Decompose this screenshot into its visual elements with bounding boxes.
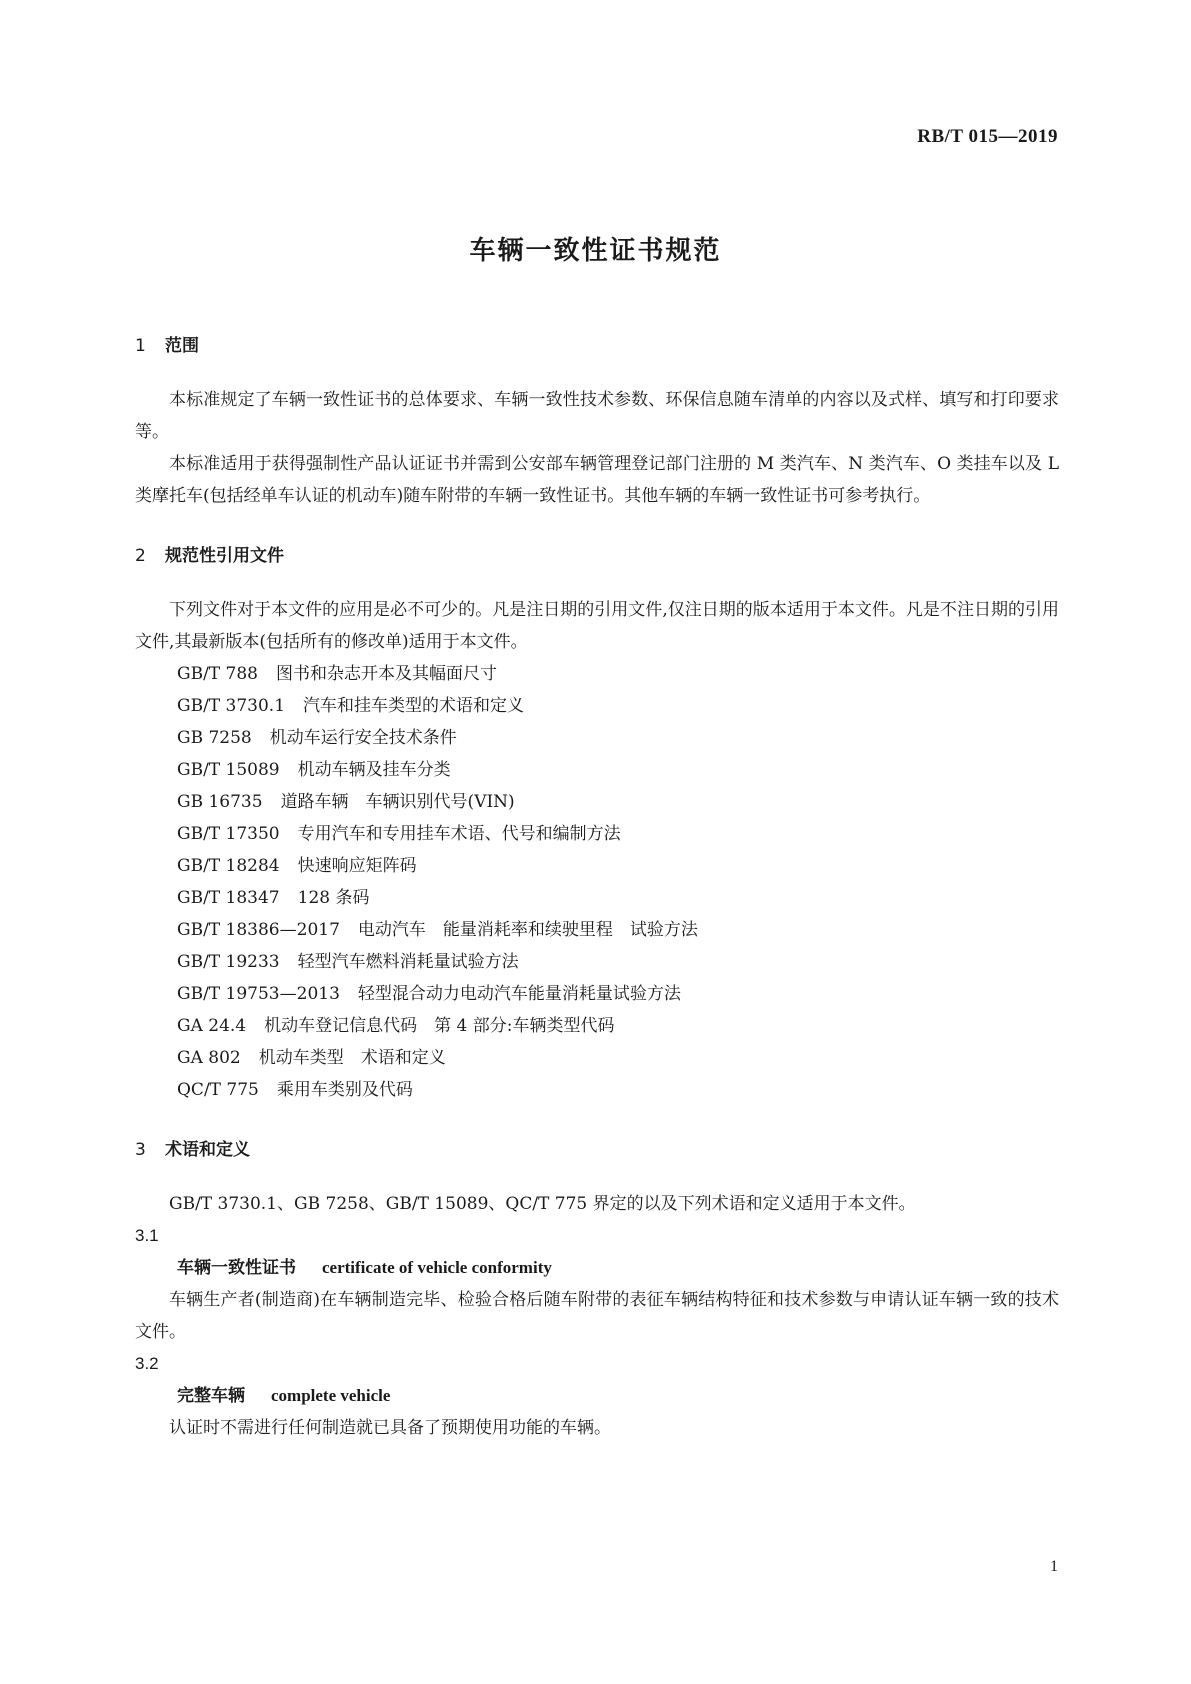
reference-code: GB/T 3730.1 xyxy=(177,696,286,716)
section-number: 2 xyxy=(135,546,146,566)
paragraph: GB/T 3730.1、GB 7258、GB/T 15089、QC/T 775 界定的以及下列术语和定义适用于本文件。 xyxy=(169,1194,916,1214)
reference-item xyxy=(177,754,1059,786)
reference-code: GB/T 19233 xyxy=(177,952,280,972)
page-number: 1 xyxy=(1050,1558,1058,1575)
reference-item xyxy=(177,850,1059,882)
section-heading-normative-references xyxy=(135,540,1059,572)
section-heading-scope xyxy=(135,330,1059,362)
reference-code: GB/T 18284 xyxy=(177,856,280,876)
reference-title: 机动车辆及挂车分类 xyxy=(297,760,451,780)
reference-list xyxy=(135,658,1059,1106)
reference-item xyxy=(177,914,1059,946)
paragraph: 本标准规定了车辆一致性证书的总体要求、车辆一致性技术参数、环保信息随车清单的内容以及式样、填写和打印要求等。 xyxy=(135,390,1059,442)
reference-code: GB 16735 xyxy=(177,792,263,812)
section-heading-terms-definitions xyxy=(135,1134,1059,1166)
reference-code: QC/T 775 xyxy=(177,1080,259,1100)
reference-item xyxy=(177,1074,1059,1106)
reference-title: 专用汽车和专用挂车术语、代号和编制方法 xyxy=(297,824,621,844)
reference-item xyxy=(177,1010,1059,1042)
term-heading xyxy=(135,1380,1059,1412)
standard-code: RB/T 015—2019 xyxy=(917,126,1058,147)
document-title: 车辆一致性证书规范 xyxy=(469,236,722,266)
reference-title: 机动车类型 术语和定义 xyxy=(258,1048,446,1068)
reference-title: 乘用车类别及代码 xyxy=(276,1080,413,1100)
reference-title: 汽车和挂车类型的术语和定义 xyxy=(303,696,525,716)
reference-title: 机动车运行安全技术条件 xyxy=(269,728,457,748)
reference-title: 轻型混合动力电动汽车能量消耗量试验方法 xyxy=(357,984,681,1004)
reference-code: GB 7258 xyxy=(177,728,252,748)
term-definition: 认证时不需进行任何制造就已具备了预期使用功能的车辆。 xyxy=(169,1418,611,1438)
reference-item xyxy=(177,722,1059,754)
reference-item xyxy=(177,1042,1059,1074)
reference-code: GB/T 17350 xyxy=(177,824,280,844)
reference-code: GB/T 788 xyxy=(177,664,258,684)
reference-code: GB/T 19753—2013 xyxy=(177,984,340,1004)
section-number: 1 xyxy=(135,336,146,356)
paragraph: 本标准适用于获得强制性产品认证证书并需到公安部车辆管理登记部门注册的 M 类汽车、N 类汽车、O 类挂车以及 L 类摩托车(包括经单车认证的机动车)随车附带的车辆一致性证书。其他车辆的车辆一致性证书可参考执行。 xyxy=(135,454,1059,506)
reference-item xyxy=(177,690,1059,722)
reference-code: GB/T 18347 xyxy=(177,888,280,908)
section-title: 范围 xyxy=(165,336,199,356)
reference-title: 轻型汽车燃料消耗量试验方法 xyxy=(297,952,519,972)
reference-code: GA 24.4 xyxy=(177,1016,247,1036)
section-title: 规范性引用文件 xyxy=(165,546,284,566)
reference-item xyxy=(177,786,1059,818)
paragraph: 下列文件对于本文件的应用是必不可少的。凡是注日期的引用文件,仅注日期的版本适用于本文件。凡是不注日期的引用文件,其最新版本(包括所有的修改单)适用于本文件。 xyxy=(135,600,1059,652)
reference-title: 机动车登记信息代码 第 4 部分:车辆类型代码 xyxy=(264,1016,615,1036)
reference-item xyxy=(177,946,1059,978)
term-zh: 完整车辆 xyxy=(177,1386,245,1406)
section-number: 3 xyxy=(135,1140,146,1160)
term-definition: 车辆生产者(制造商)在车辆制造完毕、检验合格后随车附带的表征车辆结构特征和技术参数与申请认证车辆一致的技术文件。 xyxy=(135,1290,1059,1342)
reference-title: 快速响应矩阵码 xyxy=(297,856,417,876)
term-heading xyxy=(135,1252,1059,1284)
reference-item xyxy=(177,818,1059,850)
term-zh: 车辆一致性证书 xyxy=(177,1258,296,1278)
reference-item xyxy=(177,658,1059,690)
reference-title: 图书和杂志开本及其幅面尺寸 xyxy=(276,664,497,684)
reference-code: GB/T 18386—2017 xyxy=(177,920,340,940)
reference-title: 128 条码 xyxy=(297,888,370,908)
term-number: 3.1 xyxy=(135,1226,159,1245)
reference-title: 道路车辆 车辆识别代号(VIN) xyxy=(280,792,515,812)
document-body xyxy=(135,330,1059,1444)
section-title: 术语和定义 xyxy=(165,1140,250,1160)
reference-code: GB/T 15089 xyxy=(177,760,280,780)
reference-code: GA 802 xyxy=(177,1048,241,1068)
reference-title: 电动汽车 能量消耗率和续驶里程 试验方法 xyxy=(357,920,698,940)
term-en: certificate of vehicle conformity xyxy=(322,1258,552,1277)
reference-item xyxy=(177,882,1059,914)
reference-item xyxy=(177,978,1059,1010)
term-number: 3.2 xyxy=(135,1354,159,1373)
term-en: complete vehicle xyxy=(271,1386,391,1405)
